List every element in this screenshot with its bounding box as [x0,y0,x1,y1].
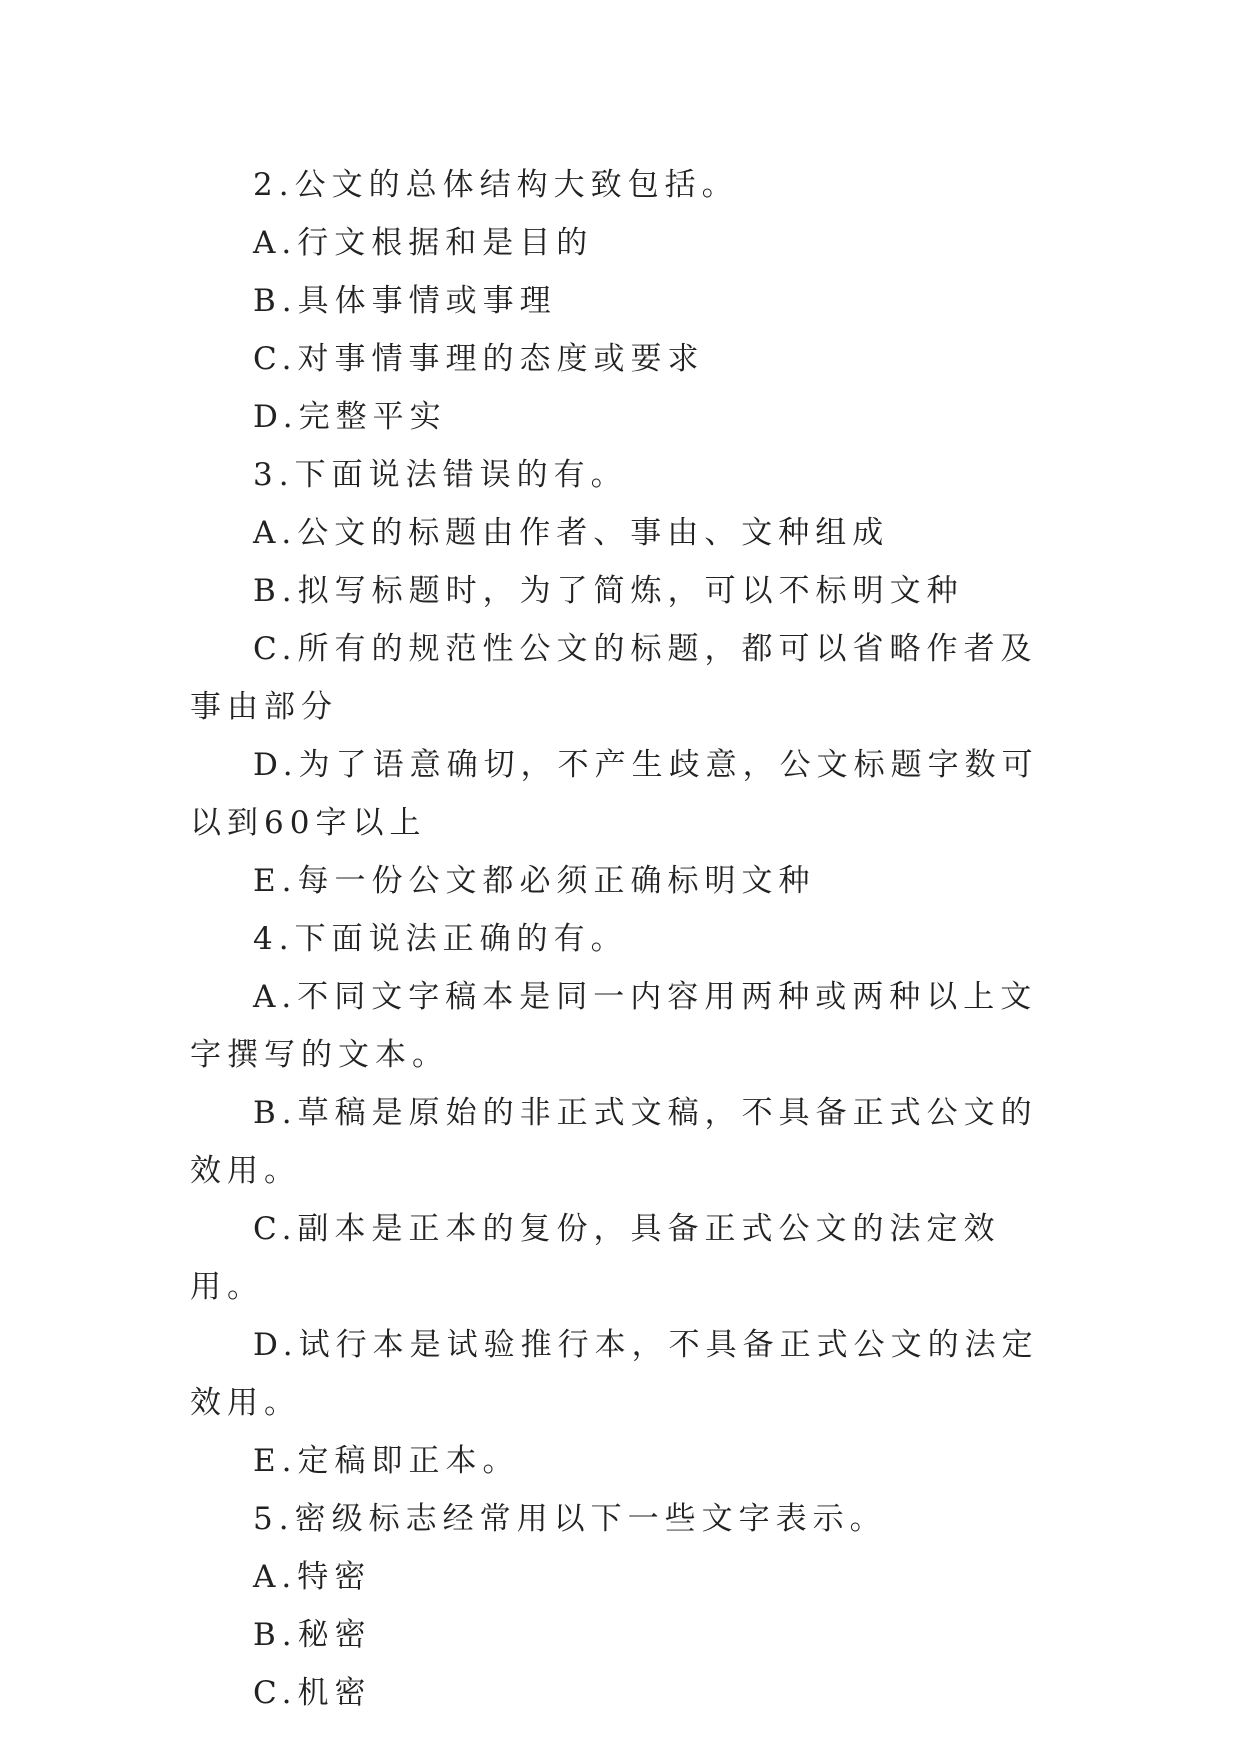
question-2-option-b: B.具体事情或事理 [253,283,557,319]
question-3-option-b: B.拟写标题时，为了简炼，可以不标明文种 [253,573,964,609]
question-3-option-c: C.所有的规范性公文的标题，都可以省略作者及事由部分 [190,631,1038,725]
question-2-option-a: A.行文根据和是目的 [253,225,594,261]
question-4-option-e: E.定稿即正本。 [253,1443,520,1479]
question-5-option-b: B.秘密 [253,1617,372,1653]
question-3-option-a: A.公文的标题由作者、事由、文种组成 [253,515,890,551]
question-5-stem: 5.密级标志经常用以下一些文字表示。 [253,1501,887,1537]
document-body [190,156,1060,1722]
question-2-stem: 2.公文的总体结构大致包括。 [253,167,739,203]
question-4-option-c: C.副本是正本的复份，具备正式公文的法定效用。 [190,1211,1001,1305]
question-3-option-e: E.每一份公文都必须正确标明文种 [253,863,816,899]
question-4-option-b: B.草稿是原始的非正式文稿，不具备正式公文的效用。 [190,1095,1038,1189]
question-2-option-d: D.完整平实 [253,399,447,435]
question-3-stem: 3.下面说法错误的有。 [253,457,628,493]
question-4-stem: 4.下面说法正确的有。 [253,921,628,957]
question-2-option-c: C.对事情事理的态度或要求 [253,341,705,377]
question-4-option-d: D.试行本是试验推行本，不具备正式公文的法定效用。 [190,1327,1039,1421]
question-5-option-c: C.机密 [253,1675,372,1711]
question-5-option-a: A.特密 [253,1559,372,1595]
question-4-option-a: A.不同文字稿本是同一内容用两种或两种以上文字撰写的文本。 [190,979,1038,1073]
question-3-option-d: D.为了语意确切，不产生歧意，公文标题字数可以到60字以上 [190,747,1039,841]
